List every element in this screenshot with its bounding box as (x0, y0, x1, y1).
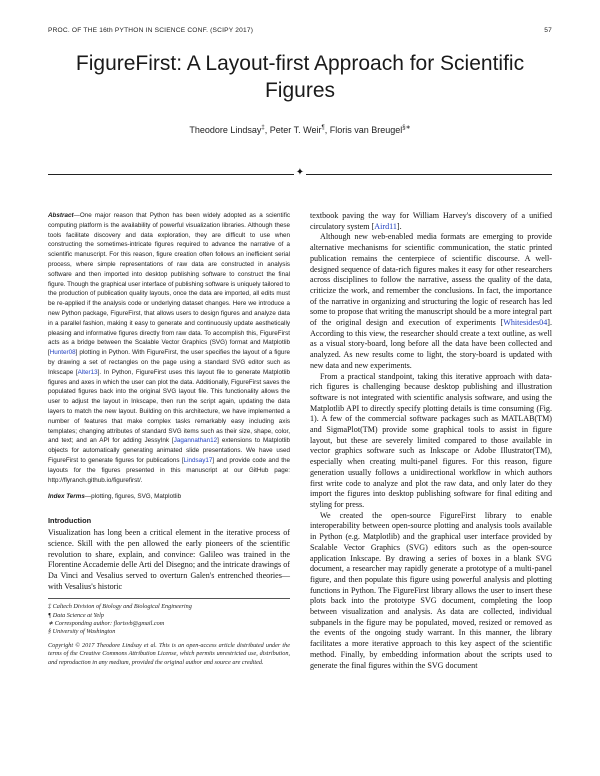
affiliation-mark: §∗ (402, 125, 411, 131)
running-head-left: PROC. OF THE 16th PYTHON IN SCIENCE CONF. (SCIPY 2017) (48, 27, 254, 34)
section-heading-introduction: Introduction (48, 516, 92, 526)
citation-link[interactable]: Whitesides04 (503, 318, 548, 328)
abstract-text: ] extensions to Matplotlib objects for automatically generating animated slide presentations. We have used FigureFirst to generate figures for publications [ (48, 437, 291, 464)
paragraph-text: Although new web-enabled media formats are emerging to provide alternative mechanisms for scientific communication, the static printed publication remains the centerpiece of scientific discourse. A well-designed sequence of data-rich figures makes it easy for other researchers across disciplines to follow the narrative, assess the quality of the data, criticize the work, and remember the conclusions. In fact, the importance of the narrative in organizing and structuring the logic of research has led some to propose that writing the manuscript should be a more integral part of the original design and execution of experiments [ (310, 232, 552, 328)
body-paragraph: We created the open-source FigureFirst library to enable interoperability between open-source plotting and analysis tools available in Python (e.g. Matplotlib) and the graphical user interface provided by Scalable Vector Graphics (SVG) editors such as the open-source application Inkscape. By drawing a series of boxes in a blank SVG document, a researcher may rapidly generate a prototype of a multi-panel figure, and then populate this figure using powerful analysis and plotting functions in Python. The FigureFirst library allows the user to insert these plots back into the prototype SVG document, completing the loop between visualization and analysis. As data are collected, individual subpanels in the figure may be populated, moved, resized or removed as the events of the ongoing study warrant. In this manner, the library facilitates a more iterative approach to this key aspect of the scientific method. Finally, by embedding information about the scripts used to generate the final figures within the SVG document (310, 510, 552, 670)
paragraph-text: ]. (396, 221, 402, 231)
abstract-text: ]. In Python, FigureFirst uses this layout file to generate Matplotlib figures and axes in which the user can plot the data. Additionally, FigureFirst saves the populated figures back into the original SVG layout file. This functionality allows the user to adjust the layout in Inkscape, then run the script again, updating the data layers to match the new layout. Building on this architecture, we have implemented a number of features that make complex tasks remarkably easy including axis templates; changing attributes of standard SVG items such as their size, shape, color, and text; and an API for adding JessyInk [ (48, 368, 290, 445)
body-paragraph (310, 211, 552, 232)
author-separator: , (264, 125, 270, 135)
index-terms (48, 492, 290, 502)
citation-link[interactable]: Alter13 (77, 368, 98, 376)
index-terms-label: Index Terms (48, 493, 85, 501)
abstract-dash: — (73, 212, 80, 219)
author-name: Floris van Breugel (329, 125, 403, 135)
abstract (48, 211, 290, 485)
paragraph-text: ]. According to this view, the researcher should create a text outline, as well as a visual story-board, long before all the data have been collected and analyzed. As new results come to light, the story-board is updated with new data and new experiments. (310, 318, 552, 370)
left-column (48, 211, 290, 667)
body-paragraph (310, 232, 552, 371)
author-list (48, 124, 552, 135)
index-terms-text: —plotting, figures, SVG, Matplotlib (84, 493, 182, 501)
footnote-affiliation: ‡ Caltech Division of Biology and Biological Engineering (48, 603, 192, 611)
running-head (48, 27, 552, 37)
citation-link[interactable]: Aird11 (374, 221, 397, 231)
paper-title: FigureFirst: A Layout-first Approach for Scientific Figures (75, 52, 525, 102)
citation-link[interactable]: Lindsay17 (183, 456, 213, 464)
abstract-text: ] and provide code and the layouts for the figures presented in this manuscript at our GitHub page: http://flyranch.github.io/figurefirst/. (48, 456, 290, 484)
footnote-affiliation: ¶ Data Science at Yelp (48, 611, 104, 619)
affiliation-mark: ‡ (261, 125, 265, 131)
page-number: 57 (544, 27, 552, 34)
affiliation-mark: ¶ (321, 125, 325, 131)
paragraph-text: textbook paving the way for William Harvey's discovery of a unified circulatory system [ (310, 211, 552, 231)
abstract-text: One major reason that Python has been widely adopted as a scientific computing platform is the availability of powerful visualization libraries. Although these tools facilitate discovery and data exploration, they are difficult to use when constructing the sometimes-intricate figures required to advance the narrative of a scientific manuscript. For this reason, figure creation often follows an inefficient serial process, where simple representations of raw data are constructed in analysis software and then imported into desktop publishing software to construct the final figure. Though the graphical user interface of publishing software is uniquely tailored to the production of publication quality layouts, once the data are imported, all edits must be re-applied if the analysis code or underlying dataset changes. Here we introduce a new Python package, FigureFirst, that allows users to design figures and analyze data in a parallel fashion, making it easy to generate and continuously update aesthetically pleasing and informative figures directly from raw data. To accomplish this, FigureFirst acts as a bridge between the Scalable Vector Graphics (SVG) format and Matplotlib [ (48, 212, 290, 357)
body-paragraph: From a practical standpoint, taking this iterative approach with data-rich figures is challenging because desktop publishing and illustration software is not integrated with scientific analysis software, and using the Matplotlib API to directly specify plotting details is time consuming (Fig. 1). A few of the commercial software packages such as MATLAB(TM) and SigmaPlot(TM) provide some graphical tools to assist in figure layout, but these are severely limited compared to those available in vector graphics software such as Inkscape or Adobe Illustrator(TM), especially when creating multi-panel figures. For this reason, figure generation usually follows a unidirectional workflow in which authors first write code to analyze and plot the raw data, and only later do they import the figures into desktop publishing software for final editing and styling for press. (310, 371, 552, 509)
author-name: Peter T. Weir (269, 125, 322, 135)
footnote-divider (48, 598, 290, 599)
author-separator: , (324, 125, 330, 135)
abstract-label: Abstract (48, 212, 74, 219)
right-column (310, 211, 552, 671)
footnote-affiliation: § University of Washington (48, 627, 116, 635)
footnote-corresponding-author: ∗ Corresponding author: florisvb@gmail.com (48, 619, 165, 627)
diamond-ornament-icon: ✦ (295, 167, 305, 178)
citation-link[interactable]: Hunter08 (49, 349, 76, 357)
citation-link[interactable]: Jagannathan12 (173, 437, 218, 445)
author-name: Theodore Lindsay (189, 125, 262, 135)
intro-paragraph: Visualization has long been a critical element in the iterative process of science. Skill with the pen allowed the early pioneers of the scientific revolution to share, explain, and convince: Galileo was trained in the Florentine Accademie delle Arti del Disegno; and the intricate drawings of Da Vinci and Vesalius served to overturn Galen's entrenched theories—with Vesalius's historic (48, 528, 290, 591)
abstract-text: ] plotting in Python. With FigureFirst, the user specifies the layout of a figure by drawing a set of rectangles on the page using a standard SVG editor such as Inkscape [ (48, 349, 290, 376)
copyright-notice: Copyright © 2017 Theodore Lindsay et al. This is an open-access article distributed under the terms of the Creative Commons Attribution License, which permits unrestricted use, distribution, and reproduction in any medium, provided the original author and source are credited. (48, 642, 290, 666)
